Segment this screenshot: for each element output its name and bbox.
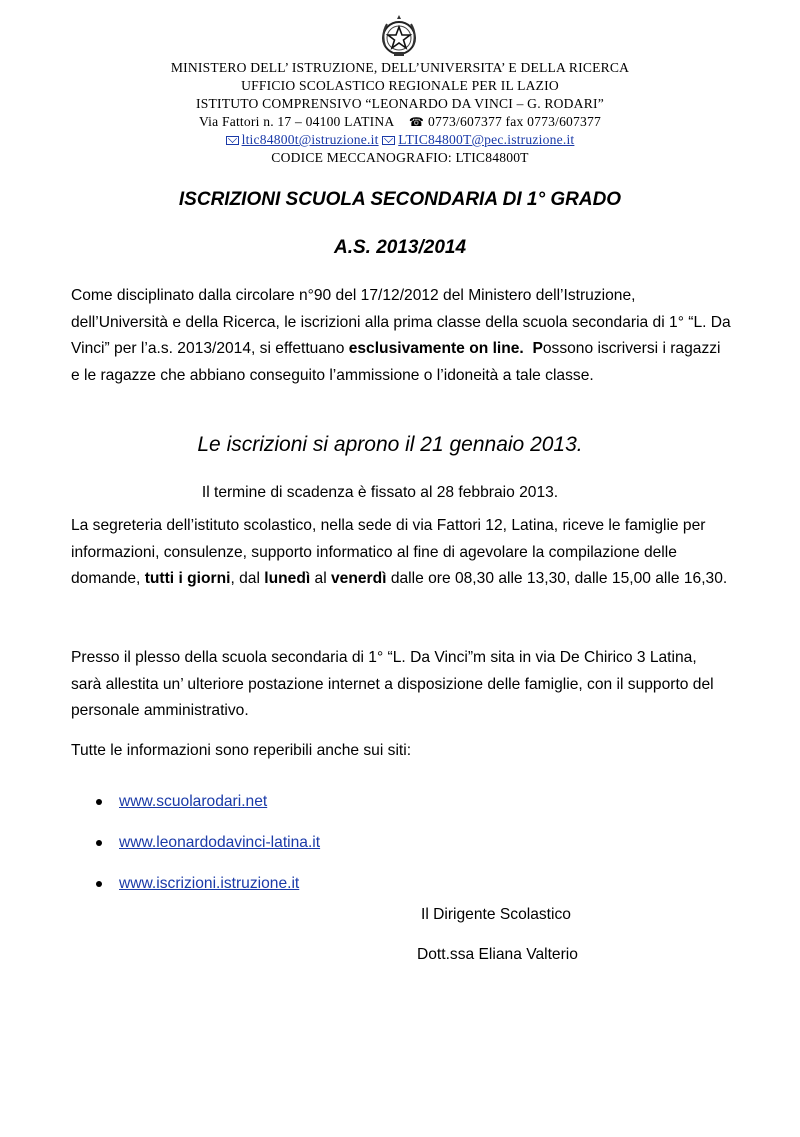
institute-name: ISTITUTO COMPRENSIVO “LEONARDO DA VINCI – G. RODARI” (196, 96, 604, 111)
envelope-icon (226, 136, 239, 145)
office-text-mid1: , dal (230, 570, 265, 588)
address-text: Via Fattori n. 17 – 04100 LATINA (198, 114, 395, 129)
office-text-end: dalle ore 08,30 alle 13,30, dalle 15,00 alle 16,30. (386, 570, 728, 588)
pec-email-link[interactable]: LTIC84800T@pec.istruzione.it (398, 132, 575, 147)
deadline-notice: Il termine di scadenza è fissato al 28 febbraio 2013. (201, 484, 559, 501)
signature-role: Il Dirigente Scolastico (421, 906, 571, 923)
website-link[interactable]: www.iscrizioni.istruzione.it (119, 874, 300, 892)
plesso-paragraph: Presso il plesso della scuola secondaria di 1° “L. Da Vinci”m sita in via De Chirico 3 Latina, sarà allestita un’ ulteriore postazione internet a disposizione delle famiglie, con il supporto del personale amministrativo. (71, 649, 714, 720)
office-text-mid2: al (310, 570, 331, 588)
list-item (96, 863, 320, 904)
address-line (0, 113, 800, 131)
office-paragraph (71, 513, 731, 593)
signature-name: Dott.ssa Eliana Valterio (417, 946, 578, 963)
envelope-icon (382, 136, 395, 145)
list-item (96, 822, 320, 863)
intro-bold-online: esclusivamente on line. (348, 340, 524, 358)
office-bold-from: lunedì (264, 570, 311, 588)
list-item (96, 781, 320, 822)
website-list (96, 781, 320, 904)
email-link[interactable]: ltic84800t@istruzione.it (241, 132, 379, 147)
document-title: ISCRIZIONI SCUOLA SECONDARIA DI 1° GRADO (178, 189, 622, 210)
office-text: La segreteria dell’istituto scolastico, nella sede di via Fattori 12, Latina, riceve le famiglie per informazioni, consulenze, supporto informatico al fine di agevolare la compilazione delle domande, (71, 517, 706, 588)
intro-paragraph (71, 283, 731, 389)
website-link[interactable]: www.leonardodavinci-latina.it (119, 833, 321, 851)
intro-bold-initial: P (532, 340, 543, 358)
intro-text-end: ossono iscriversi i ragazzi e le ragazze che abbiano conseguito l’ammissione o l’idoneità a tale classe. (71, 340, 721, 384)
opening-announcement: Le iscrizioni si aprono il 21 gennaio 2013. (197, 433, 583, 456)
bullet-icon (96, 799, 102, 805)
bullet-icon (96, 840, 102, 846)
info-paragraph: Tutte le informazioni sono reperibili anche sui siti: (71, 742, 412, 759)
ministry-line: MINISTERO DELL’ ISTRUZIONE, DELL’UNIVERSITA’ E DELLA RICERCA (170, 60, 630, 75)
email-line (0, 131, 800, 149)
phone-icon: ☎ (408, 115, 424, 129)
office-bold-to: venerdì (331, 570, 387, 588)
phone-fax-text: 0773/607377 fax 0773/607377 (428, 114, 602, 129)
website-link[interactable]: www.scuolarodari.net (119, 792, 268, 810)
regional-office-line: UFFICIO SCOLASTICO REGIONALE PER IL LAZIO (241, 78, 559, 93)
republic-emblem-icon (377, 14, 421, 58)
office-bold-days: tutti i giorni (144, 570, 231, 588)
intro-text: Come disciplinato dalla circolare n°90 del 17/12/2012 del Ministero dell’Istruzione, dell’Università e della Ricerca, le iscrizioni alla prima classe della scuola secondaria di 1° “L. Da Vinci” per l’a.s. 2013/2014, si effettuano (71, 287, 731, 358)
school-year: A.S. 2013/2014 (333, 237, 467, 258)
bullet-icon (96, 881, 102, 887)
school-code: CODICE MECCANOGRAFIO: LTIC84800T (271, 150, 529, 165)
